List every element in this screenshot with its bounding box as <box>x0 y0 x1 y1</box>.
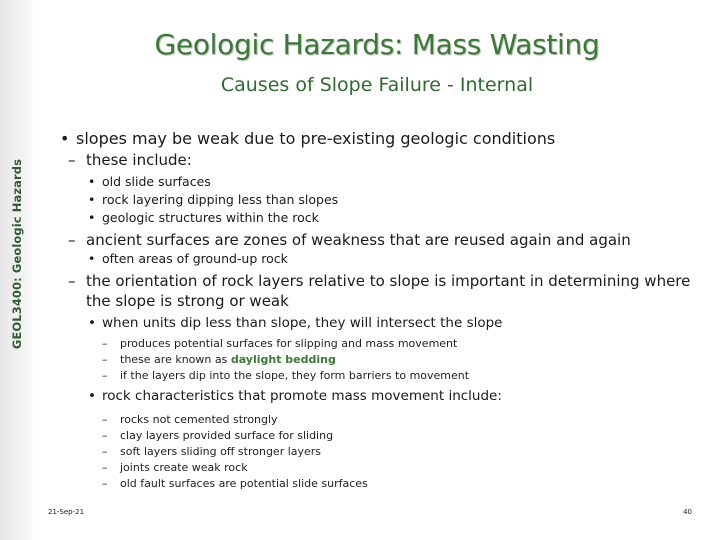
list-item <box>88 173 710 191</box>
dash-marker: – <box>102 461 108 474</box>
dash-marker: – <box>102 429 108 442</box>
detail-text: if the layers dip into the slope, they form barriers to movement <box>120 369 470 382</box>
detail-text: produces potential surfaces for slipping and mass movement <box>120 337 458 350</box>
list-item-text: old slide surfaces <box>102 174 211 189</box>
bullet-marker: • <box>88 315 96 331</box>
page-number: 40 <box>683 508 692 516</box>
bullet-weak-slopes <box>60 128 710 150</box>
dash-marker: – <box>102 413 108 426</box>
detail-item <box>102 412 710 428</box>
sidebar-band <box>0 0 34 540</box>
detail-item <box>102 444 710 460</box>
bullet-marker: • <box>60 129 70 148</box>
dash-marker: – <box>102 369 108 382</box>
detail-item <box>102 336 710 352</box>
sub-bullet-text: the orientation of rock layers relative to slope is important in determining where the slope is strong or weak <box>86 272 691 310</box>
list-item <box>88 209 710 227</box>
bullet-marker: • <box>88 192 96 207</box>
list-item-text: rock characteristics that promote mass movement include: <box>102 388 502 404</box>
list-item-dip <box>88 314 710 333</box>
list-item-rock-characteristics <box>88 387 710 406</box>
slide-subtitle: Causes of Slope Failure - Internal <box>220 74 534 96</box>
detail-item <box>102 460 710 476</box>
detail-item <box>102 352 710 368</box>
detail-item <box>102 368 710 384</box>
dash-marker: – <box>68 272 76 290</box>
sub-bullet-text: ancient surfaces are zones of weakness that are reused again and again <box>86 231 631 249</box>
detail-text: these are known as <box>120 353 231 366</box>
detail-text: soft layers sliding off stronger layers <box>120 445 322 458</box>
daylight-bedding-highlight: daylight bedding <box>230 353 336 366</box>
list-item-text: often areas of ground-up rock <box>102 251 288 266</box>
detail-text: old fault surfaces are potential slide surfaces <box>120 477 368 490</box>
slide-title: Geologic Hazards: Mass Wasting <box>154 28 600 61</box>
list-item <box>88 191 710 209</box>
footer-date: 21-Sep-21 <box>48 508 85 516</box>
sub-bullet-orientation <box>68 271 696 311</box>
bullet-marker: • <box>88 251 96 266</box>
list-item <box>88 250 710 268</box>
detail-text: clay layers provided surface for sliding <box>120 429 334 442</box>
bullet-marker: • <box>88 388 96 404</box>
course-label: GEOL3400: Geologic Hazards <box>10 158 24 350</box>
detail-item <box>102 476 710 492</box>
bullet-marker: • <box>88 174 96 189</box>
sub-bullet-text: these include: <box>86 151 192 169</box>
slide-content <box>60 128 710 492</box>
dash-marker: – <box>68 231 76 249</box>
dash-marker: – <box>68 151 76 169</box>
list-item-text: when units dip less than slope, they will intersect the slope <box>102 315 503 331</box>
dash-marker: – <box>102 445 108 458</box>
detail-item <box>102 428 710 444</box>
dash-marker: – <box>102 477 108 490</box>
detail-text: joints create weak rock <box>120 461 248 474</box>
bullet-text: slopes may be weak due to pre-existing geologic conditions <box>76 129 556 148</box>
list-item-text: geologic structures within the rock <box>102 210 319 225</box>
sub-bullet-ancient-surfaces <box>68 230 710 250</box>
dash-marker: – <box>102 337 108 350</box>
dash-marker: – <box>102 353 108 366</box>
list-item-text: rock layering dipping less than slopes <box>102 192 339 207</box>
sub-bullet-these-include <box>68 150 710 170</box>
bullet-marker: • <box>88 210 96 225</box>
detail-text: rocks not cemented strongly <box>120 413 278 426</box>
